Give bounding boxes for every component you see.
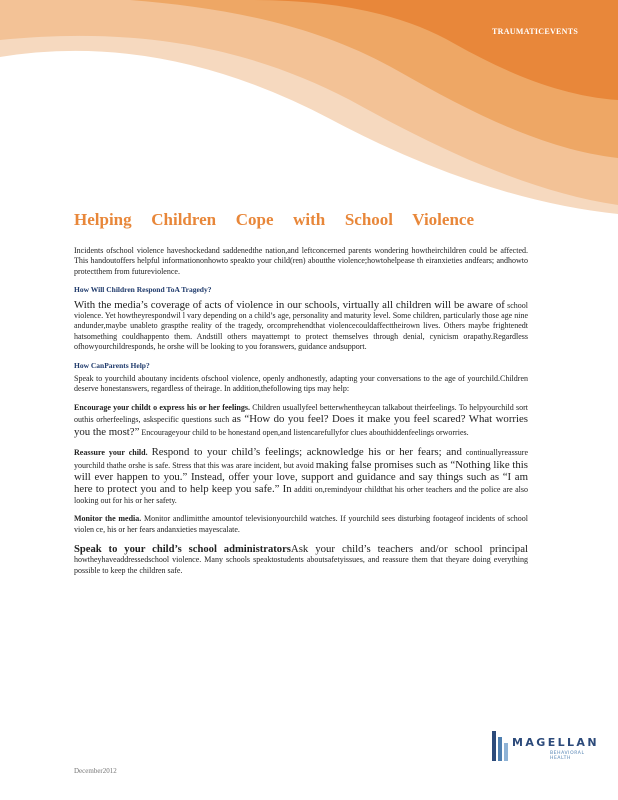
tip-text: Respond to your child’s feelings; acknowledge his or her fears; and (151, 446, 462, 459)
section-body: school violence. Yet howtheyrespondwil l vary depending on a child’s age, personality and maturity level. Some children, particularly those age nine andunder,maybe unableto graspthe reality of the tragedy, orcomprehendthat violencecouldaffecttheirown lives. Others maybe frightenedt hatsomething couldhappento them. Andstill others mayattempt to protect themselves through denial, cynicism orapathy.Regardless ofhowyourchildresponds, he orshe will be looking to you foranswers, guidance andsupport. (74, 300, 529, 352)
tip-text: Children usuallyfeel betterwhentheycan talkabout theirfeelings. To helpyourchild sort outhis orherfeelings, askspecific questions such (74, 402, 528, 425)
document-title: Helping Children Cope with School Violence (74, 210, 474, 229)
tip-text: continuallyreassure yourchild thathe orshe is safe. Stress that this was arare incident, but avoid (74, 448, 529, 470)
tip-label: Reassure your child. (74, 448, 148, 458)
tip-text: Ask your child’s teachers and/or school principal (290, 542, 528, 555)
section-body: Speak to yourchild aboutany incidents ofschool violence, openly andhonestly, adapting your conversations to the age of yourchild.Children deserve honestanswers, regardless of theirage. In addition,thefollowing tips may help: (74, 374, 528, 394)
section-paragraph (74, 299, 528, 353)
tip-text: howtheyhaveaddressedschool violence. Many schools speaktostudents aboutsafetyissues, and reassure them that theyare doing everything possible to keep the children safe. (74, 555, 528, 575)
header-label: TRAUMATICEVENTS (492, 27, 579, 36)
logo-mark-icon (492, 731, 508, 761)
section-lead: With the media’s coverage of acts of violence in our schools, virtually all children will be aware of (74, 298, 505, 311)
intro-paragraph: Incidents ofschool violence haveshockedand saddenedthe nation,and leftconcerned parents wondering howtheirchildren could be affected. This handoutoffers helpful informationonhowto speakto your child(ren) aboutthe violence;howtohelpease th eiranxieties andfears; andhowto protectthem from futureviolence. (74, 246, 528, 276)
tip-label: Speak to your child’s school administrators (74, 543, 291, 555)
tip-text: making false promises such as “Nothing like this will ever happen to you.” Instead, offer your love, support and guidance and say things such as “I am here to protect you and to help keep you safe.” In (74, 458, 529, 496)
tip-label: Monitor the media. (74, 514, 142, 524)
logo-name: MAGELLAN (512, 736, 599, 749)
magellan-logo (492, 731, 599, 761)
tip-label: Encourage your childt o express his or her feelings. (74, 402, 250, 412)
logo-subtitle: BEHAVIORAL HEALTH (550, 751, 585, 761)
tip-paragraph (74, 403, 528, 438)
tip-text: as “How do you feel? Does it make you feel scared? What worries you the most?” (74, 413, 529, 438)
tip-paragraph (74, 543, 528, 576)
tip-text: Monitor andlimitthe amountof televisionyourchild watches. If yourchild sees disturbing footageof incidents of school violen ce, his or her fears andanxieties mayescalate. (74, 514, 529, 534)
tip-paragraph (74, 446, 528, 506)
tip-text: Encourageyour child to be honestand open,and listencarefullyfor clues abouthiddenfeelings orworries. (141, 427, 469, 437)
footer-date: December2012 (74, 767, 117, 775)
document-body (74, 246, 528, 584)
section-heading: How Will Children Respond ToA Tragedy? (74, 285, 212, 295)
section-heading: How CanParents Help? (74, 360, 150, 370)
tip-text: additi on,remindyour childthat his orher teachers and the police are also looking out for his or her safety. (74, 485, 528, 505)
tip-paragraph (74, 514, 528, 535)
